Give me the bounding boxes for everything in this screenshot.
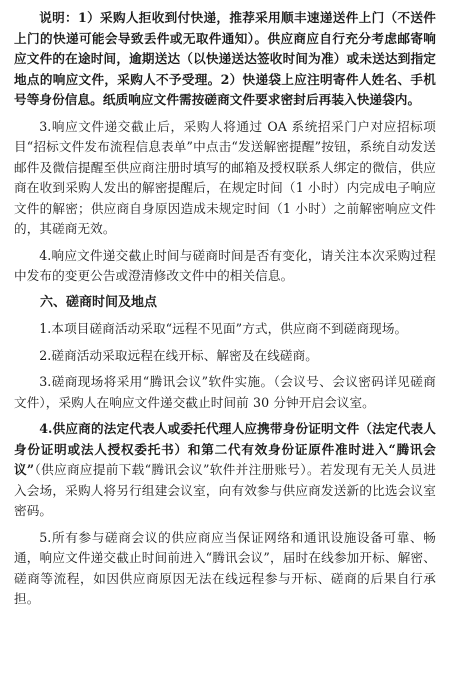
- section-6-item-2: 2.磋商活动采取远程在线开标、解密及在线磋商。: [39, 347, 318, 363]
- section-6-item-1: 1.本项目磋商活动采取“远程不见面”方式，供应商不到磋商现场。: [39, 321, 408, 336]
- item-4-paragraph: 4.响应文件递交截止时间与磋商时间是否有变化，请关注本次采购过程中发布的变更公告或澄清修改文件中的相关信息。: [14, 247, 436, 283]
- note-paragraph: 说明：1）采购人拒收到付快递，推荐采用顺丰速递送件上门（不送件上门的快递可能会导致丢件或无取件通知）。供应商应自行充分考虑邮寄响应文件的在途时间，逾期送达（以快递送达签收时间为准）或未送达到指定地点的响应文件，采购人不予受理。2）快递袋上应注明寄件人姓名、手机号等身份信息。纸质响应文件需按磋商文件要求密封后再装入快递袋内。: [14, 10, 436, 107]
- section-6-item-4-bold: 4.供应商的法定代表人或委托代理人应携带身份证明文件（法定代表人身份证明或法人授权委托书）和第二代有效身份证原件准时进入“腾讯会议”: [14, 421, 436, 477]
- item-3-paragraph: 3.响应文件递交截止后，采购人将通过 OA 系统招采门户对应招标项目“招标文件发布流程信息表单”中点击“发送解密提醒”按钮，系统自动发送邮件及微信提醒至供应商注册时填写的邮箱及授权联系人绑定的微信，供应商在收到采购人发出的解密提醒后，在规定时间（1 小时）内完成电子响应文件的解密；供应商自身原因造成未规定时间（1 小时）之前解密响应文件的，其磋商无效。: [14, 118, 436, 236]
- section-6-item-3: 3.磋商现场将采用“腾讯会议”软件实施。（会议号、会议密码详见磋商文件），采购人在响应文件递交截止时间前 30 分钟开启会议室。: [14, 374, 436, 410]
- section-6-item-4: [14, 419, 436, 522]
- section-6-heading: 六、磋商时间及地点: [40, 294, 158, 310]
- section-6-item-5: 5.所有参与磋商会议的供应商应当保证网络和通讯设施设备可靠、畅通，响应文件递交截止时间前进入“腾讯会议”，届时在线参加开标、解密、磋商等流程，如因供应商原因无法在线远程参与开标、磋商的后果自行承担。: [14, 529, 436, 606]
- section-6-item-4-rest: （供应商应提前下载“腾讯会议”软件并注册账号）。若发现有无关人员进入会场，采购人将另行组建会议室，向有效参与供应商发送新的比选会议室密码。: [14, 462, 436, 518]
